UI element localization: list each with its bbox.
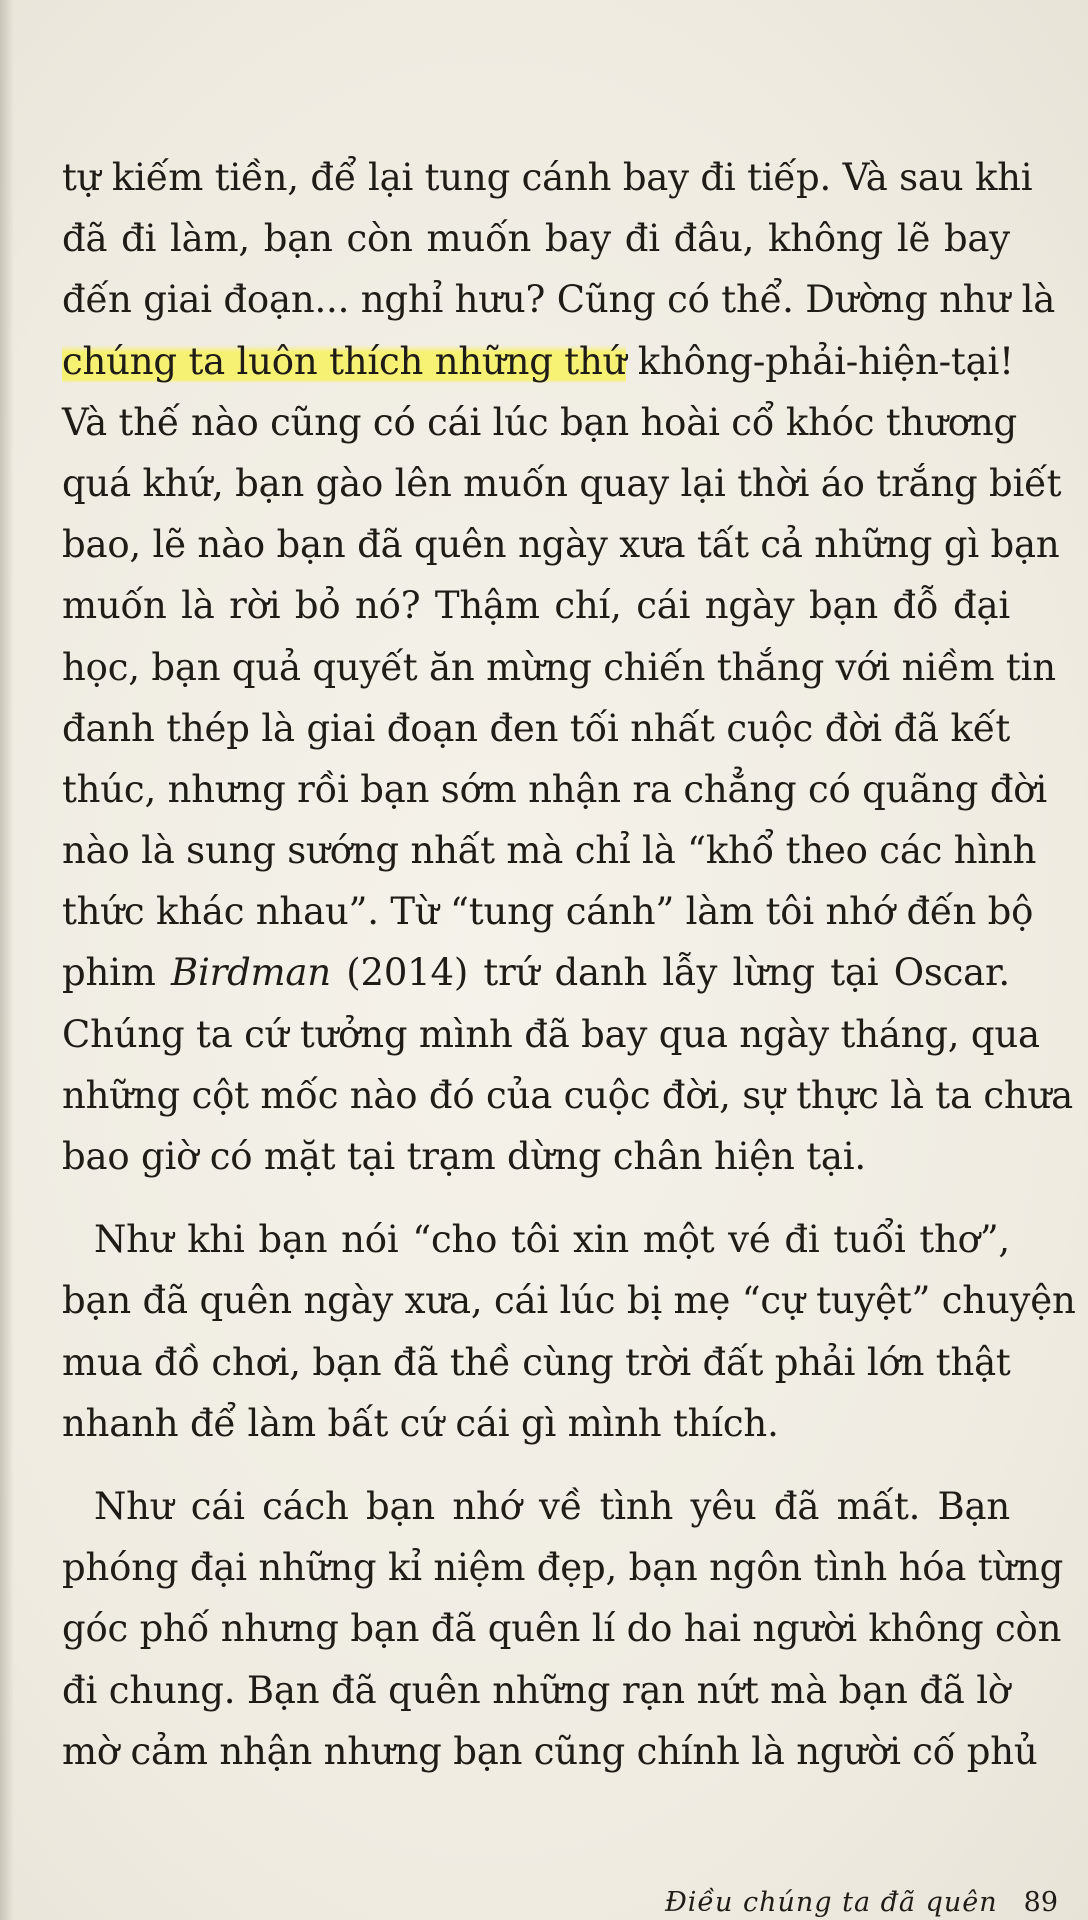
text-line: đi chung. Bạn đã quên những rạn nứt mà bạn đã lờ [62, 1668, 1010, 1712]
page-edge-shadow [0, 0, 14, 1920]
text-line: Như khi bạn nói “cho tôi xin một vé đi tuổi thơ”, [94, 1218, 1010, 1262]
text-line: muốn là rời bỏ nó? Thậm chí, cái ngày bạn đỗ đại [62, 584, 1010, 628]
text-line: học, bạn quả quyết ăn mừng chiến thắng với niềm tin [62, 645, 1056, 689]
text-line: những cột mốc nào đó của cuộc đời, sự thực là ta chưa [62, 1073, 1074, 1117]
text-line: Như cái cách bạn nhớ về tình yêu đã mất. Bạn [94, 1484, 1010, 1528]
line-text: phim [62, 951, 171, 995]
text-line: phóng đại những kỉ niệm đẹp, bạn ngôn tình hóa từng [62, 1546, 1064, 1590]
text-line: Chúng ta cứ tưởng mình đã bay qua ngày tháng, qua [62, 1012, 1040, 1056]
text-line: đã đi làm, bạn còn muốn bay đi đâu, không lẽ bay [62, 217, 1010, 261]
text-line: nào là sung sướng nhất mà chỉ là “khổ theo các hình [62, 829, 1037, 873]
paragraph [62, 147, 1074, 1187]
text-line: góc phố nhưng bạn đã quên lí do hai người không còn [62, 1607, 1062, 1651]
text-line: bao, lẽ nào bạn đã quên ngày xưa tất cả những gì bạn [62, 523, 1060, 567]
highlighted-text: chúng ta luôn thích những thứ [62, 339, 627, 383]
line-text: không-phải-hiện-tại! [626, 339, 1014, 383]
line-text: (2014) trứ danh lẫy lừng tại Oscar. [330, 951, 1010, 995]
text-line: bạn đã quên ngày xưa, cái lúc bị mẹ “cự tuyệt” chuyện [62, 1279, 1076, 1323]
text-line: nhanh để làm bất cứ cái gì mình thích. [62, 1401, 779, 1445]
page-footer [665, 1888, 1058, 1918]
text-line: đanh thép là giai đoạn đen tối nhất cuộc đời đã kết [62, 706, 1010, 750]
text-line-with-title [62, 942, 1010, 1003]
body-text [62, 147, 1076, 1782]
text-line: thúc, nhưng rồi bạn sớm nhận ra chẳng có quãng đời [62, 767, 1048, 811]
page-number: 89 [1023, 1887, 1058, 1918]
paragraph [62, 1476, 1064, 1782]
text-line: tự kiếm tiền, để lại tung cánh bay đi tiếp. Và sau khi [62, 156, 1033, 199]
text-line: thức khác nhau”. Từ “tung cánh” làm tôi nhớ đến bộ [62, 890, 1034, 934]
text-line: mua đồ chơi, bạn đã thề cùng trời đất phải lớn thật [62, 1340, 1011, 1384]
film-title: Birdman [170, 951, 331, 995]
text-line-highlighted [62, 331, 1014, 392]
paragraph [62, 1209, 1076, 1454]
running-footer-chapter-title: Điều chúng ta đã quên [664, 1887, 998, 1918]
text-line: mờ cảm nhận nhưng bạn cũng chính là người cố phủ [62, 1729, 1038, 1773]
text-line: bao giờ có mặt tại trạm dừng chân hiện tại. [62, 1135, 866, 1178]
text-line: quá khứ, bạn gào lên muốn quay lại thời áo trắng biết [62, 461, 1062, 505]
text-line: Và thế nào cũng có cái lúc bạn hoài cổ khóc thương [62, 400, 1017, 444]
text-line: đến giai đoạn... nghỉ hưu? Cũng có thể. Dường như là [62, 278, 1056, 322]
